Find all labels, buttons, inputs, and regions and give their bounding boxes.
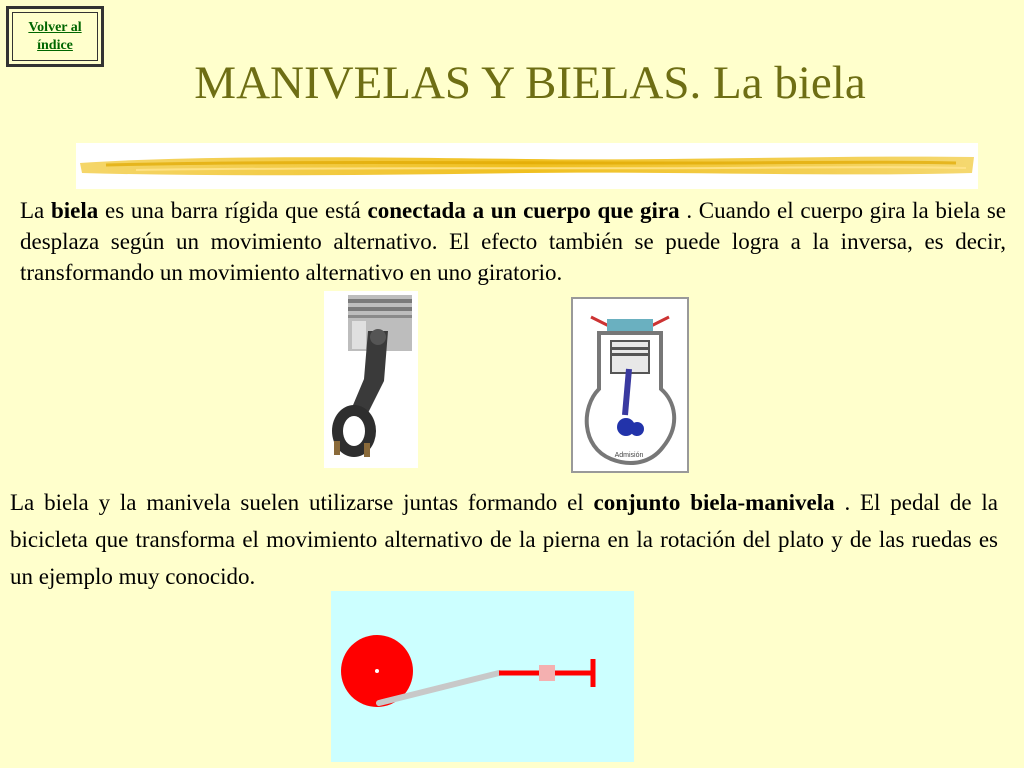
back-to-index-link[interactable]: Volver al índice bbox=[28, 19, 82, 53]
connecting-rod-description bbox=[20, 195, 1006, 288]
para2-text-1: La biela y la manivela suelen utilizarse juntas formando el bbox=[10, 490, 594, 515]
back-button-frame bbox=[12, 12, 98, 61]
para1-text-1: La bbox=[20, 198, 51, 223]
decorative-stripe bbox=[76, 143, 978, 189]
para2-bold-assembly: conjunto biela-manivela bbox=[593, 490, 835, 515]
para1-bold-connected: conectada a un cuerpo que gira bbox=[367, 198, 680, 223]
piston-connecting-rod-image bbox=[324, 291, 418, 468]
engine-label: Admisión bbox=[614, 452, 644, 459]
para1-bold-biela: biela bbox=[50, 198, 99, 223]
page-title: MANIVELAS Y BIELAS. La biela bbox=[194, 57, 866, 109]
crank-axle bbox=[375, 669, 379, 673]
crank-mechanism-diagram bbox=[331, 591, 634, 762]
engine-cylinder-image bbox=[571, 297, 689, 473]
para1-text-3: . Cuando el cuerpo gira la biela se desplaza según un movimiento alternativo. El efecto también se puede logra a la inversa, es decir, transformando un movimiento alternativo en uno giratorio. bbox=[20, 198, 1007, 285]
slider-guide bbox=[539, 665, 555, 681]
para2-text-2: . El pedal de la bicicleta que transforma el movimiento alternativo de la pierna en la rotación del plato y de las ruedas es un ejemplo muy conocido. bbox=[10, 490, 999, 589]
para1-text-2: es una barra rígida que está bbox=[98, 198, 368, 223]
crank-connecting-rod-description bbox=[10, 484, 998, 595]
